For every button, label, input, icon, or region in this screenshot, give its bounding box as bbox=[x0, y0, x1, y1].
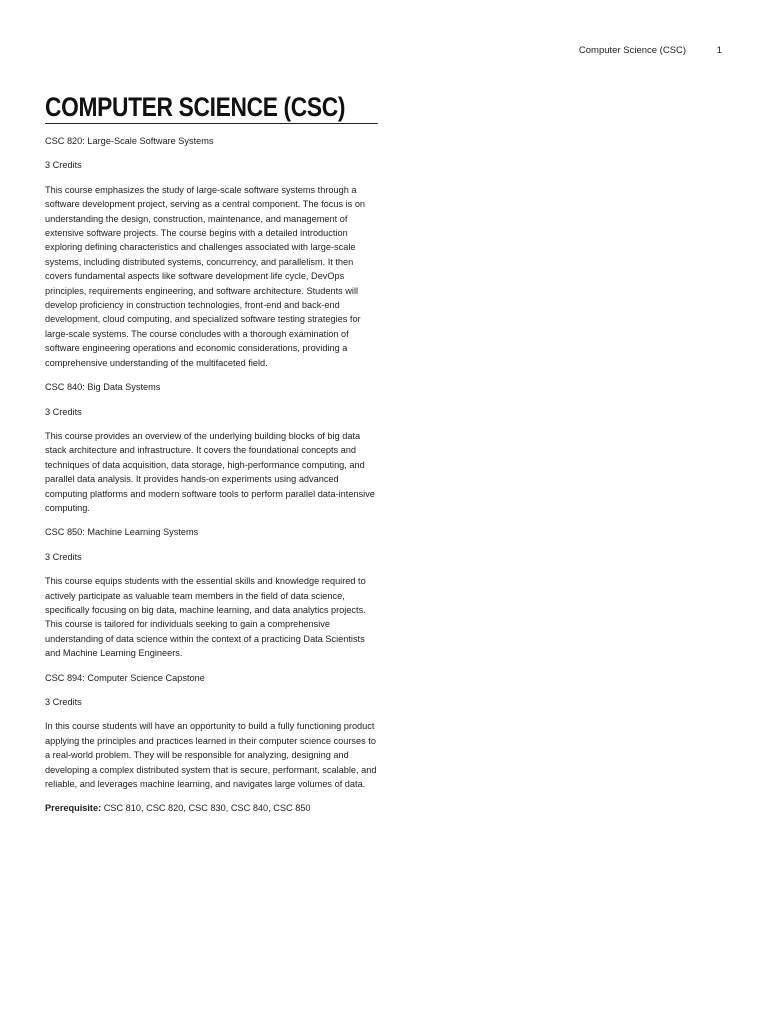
running-header bbox=[0, 45, 722, 56]
course-description: This course provides an overview of the underlying building blocks of big data stack architecture and infrastructure. It covers the foundational concepts and techniques of data acquisition, data storage, high-performance computing, and parallel data analysis. It provides hands-on experiments using advanced computing platforms and modern software tools to perform parallel data-intensive computing. bbox=[45, 430, 375, 513]
course-title: CSC 840: Big Data Systems bbox=[45, 382, 161, 393]
course-description: This course emphasizes the study of large-scale software systems through a software development project, serving as a central component. The focus is on understanding the design, construction, maintenance, and management of extensive software projects. The course begins with a detailed introduction exploring defining characteristics and challenges associated with large-scale systems, including distributed systems, concurrency, and parallelism. It then covers fundamental aspects like software development life cycle, DevOps principles, requirements engineering, and software architecture. Students will develop proficiency in construction technologies, front-end and back-end development, cloud computing, and specialized software testing strategies for large-scale systems. The course concludes with a thorough examination of software engineering operations and economic considerations, providing a comprehensive understanding of the multifaceted field. bbox=[45, 184, 366, 368]
course-description: In this course students will have an opportunity to build a fully functioning product applying the principles and practices learned in their computer science courses to a real-world problem. They will be responsible for analyzing, designing and developing a complex distributed system that is secure, performant, scalable, and reliable, and leverages machine learning, and navigates large volumes of data. bbox=[45, 721, 377, 790]
course-entry bbox=[45, 525, 377, 660]
course-title: CSC 820: Large-Scale Software Systems bbox=[45, 136, 214, 146]
course-entry bbox=[45, 380, 377, 515]
prerequisite bbox=[45, 801, 377, 815]
page-number: 1 bbox=[716, 45, 722, 56]
course-entry bbox=[45, 134, 377, 370]
running-header-title: Computer Science (CSC) bbox=[578, 45, 687, 56]
page-title: COMPUTER SCIENCE (CSC) bbox=[45, 92, 378, 124]
course-credits: 3 Credits bbox=[45, 697, 82, 707]
course-credits: 3 Credits bbox=[45, 406, 82, 417]
course-credits: 3 Credits bbox=[45, 551, 82, 562]
course-credits: 3 Credits bbox=[45, 160, 82, 171]
course-entry bbox=[45, 671, 377, 792]
course-description: This course equips students with the essential skills and knowledge required to actively participate as valuable team members in the field of data science, specifically focusing on big data, machine learning, and data analytics projects. This course is tailored for individuals seeking to gain a comprehensive understanding of data science within the context of a practicing Data Scientists and Machine Learning Engineers. bbox=[45, 576, 366, 659]
course-title: CSC 850: Machine Learning Systems bbox=[45, 527, 199, 538]
prerequisite-label: Prerequisite: bbox=[45, 803, 102, 814]
prerequisite-value: CSC 810, CSC 820, CSC 830, CSC 840, CSC 850 bbox=[101, 803, 311, 814]
course-title: CSC 894: Computer Science Capstone bbox=[45, 672, 205, 683]
main-content bbox=[45, 92, 377, 825]
